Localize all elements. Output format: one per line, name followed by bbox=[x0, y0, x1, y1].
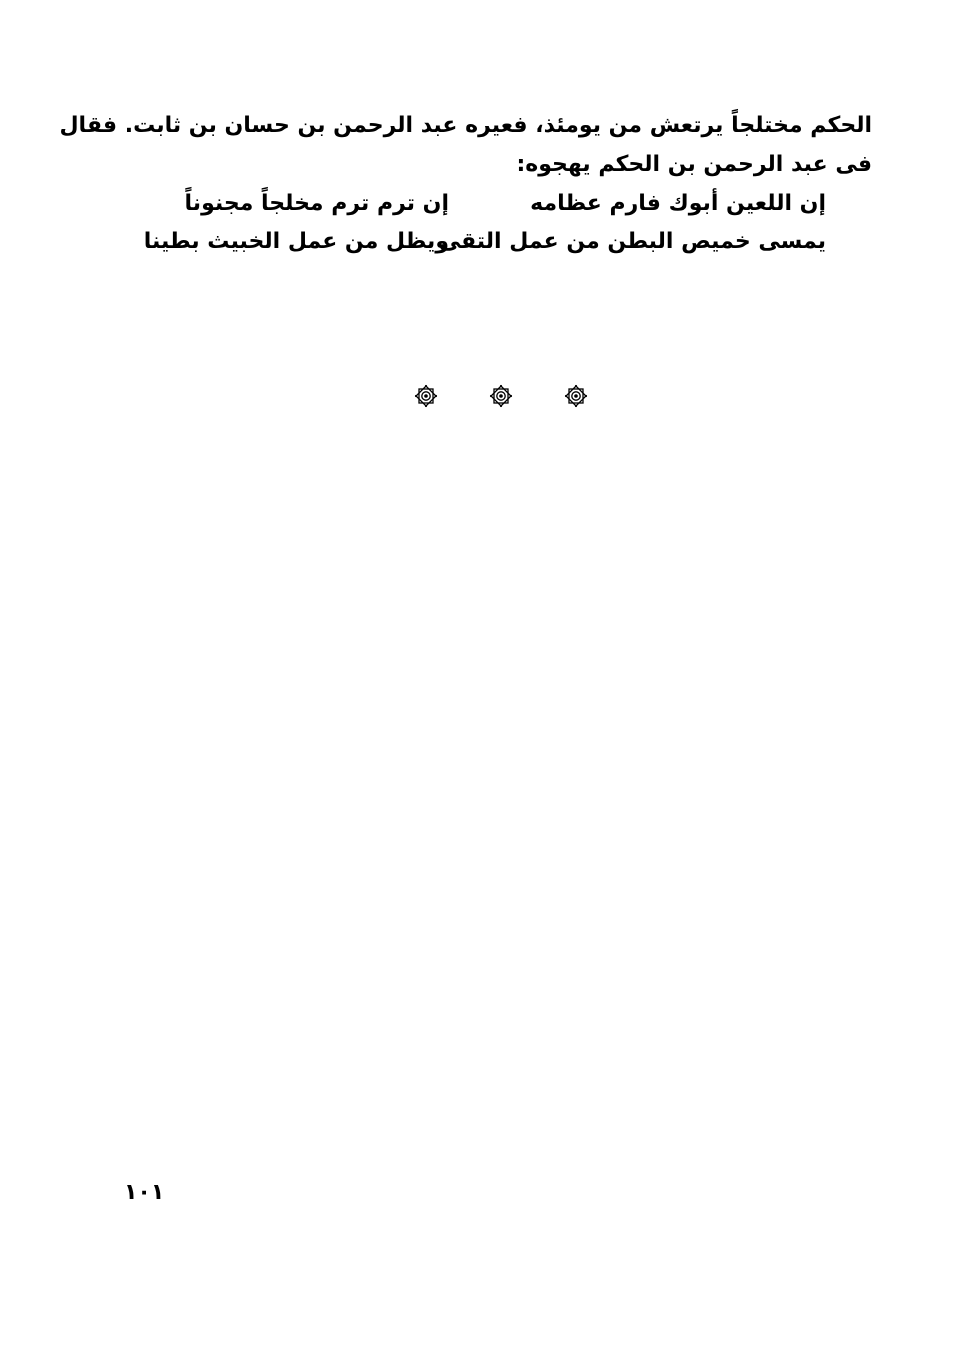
section-divider bbox=[410, 384, 590, 414]
octagram-flower-icon bbox=[564, 384, 588, 408]
verse-1-first-hemistich: إن اللعين أبوك فارم عظامه bbox=[530, 191, 826, 216]
octagram-flower-icon bbox=[414, 384, 438, 408]
octagram-flower-icon bbox=[489, 384, 513, 408]
prose-line-2: فى عبد الرحمن بن الحكم يهجوه: bbox=[516, 152, 872, 177]
page-number: ١٠١ bbox=[124, 1180, 165, 1205]
verse-1-second-hemistich: إن ترم ترم مخلجاً مجنوناً bbox=[184, 191, 449, 216]
verse-2-second-hemistich: ويظل من عمل الخبيث بطينا bbox=[143, 229, 449, 254]
verse-2-first-hemistich: يمسى خميص البطن من عمل التقى bbox=[438, 229, 826, 254]
prose-line-1: الحكم مختلجاً يرتعش من يومئذ، فعيره عبد الرحمن بن حسان بن ثابت. فقال bbox=[59, 113, 872, 138]
